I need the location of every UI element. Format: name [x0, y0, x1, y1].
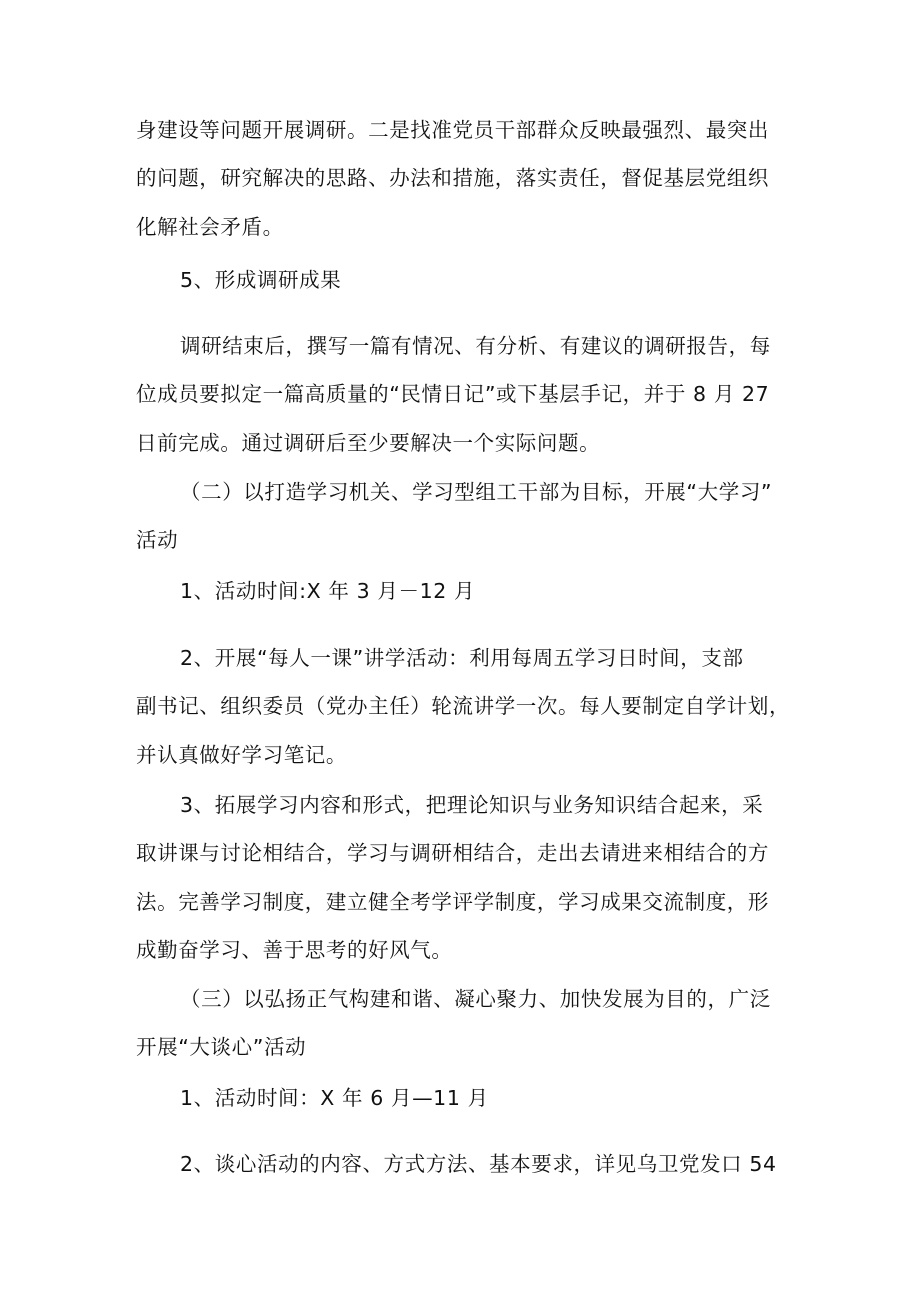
subsection-heading: （三）以弘扬正气构建和谐、凝心聚力、加快发展为目的，广泛	[180, 987, 771, 1011]
paragraph-line: 身建设等问题开展调研。二是找准党员干部群众反映最强烈、最突出	[136, 118, 769, 142]
list-item: 3、拓展学习内容和形式，把理论知识与业务知识结合起来，采	[180, 793, 764, 817]
paragraph-line: 取讲课与讨论相结合，学习与调研相结合，走出去请进来相结合的方	[136, 841, 769, 865]
paragraph-line: 位成员要拟定一篇高质量的“民情日记”或下基层手记，并于 8 月 27	[136, 382, 770, 406]
paragraph-line: 副书记、组织委员（党办主任）轮流讲学一次。每人要制定自学计划，	[136, 694, 791, 718]
paragraph-line: 化解社会矛盾。	[136, 215, 284, 239]
subsection-heading: （二）以打造学习机关、学习型组工干部为目标，开展“大学习”	[180, 480, 773, 504]
paragraph-line: 成勤奋学习、善于思考的好风气。	[136, 938, 453, 962]
paragraph-line: 的问题，研究解决的思路、办法和措施，落实责任，督促基层党组织	[136, 166, 769, 190]
subsection-heading-cont: 开展“大谈心”活动	[136, 1035, 307, 1059]
list-item: 2、谈心活动的内容、方式方法、基本要求，详见乌卫党发口 54	[180, 1152, 777, 1176]
paragraph-line: 法。完善学习制度，建立健全考学评学制度，学习成果交流制度，形	[136, 890, 769, 914]
paragraph-line: 调研结束后，撰写一篇有情况、有分析、有建议的调研报告，每	[180, 334, 771, 358]
list-item: 1、活动时间：X 年 6 月—11 月	[180, 1086, 489, 1110]
list-item: 2、开展“每人一课”讲学活动：利用每周五学习日时间，支部	[180, 646, 744, 670]
list-item: 1、活动时间:X 年 3 月－12 月	[180, 579, 476, 603]
paragraph-line: 日前完成。通过调研后至少要解决一个实际问题。	[136, 431, 601, 455]
subsection-heading-cont: 活动	[136, 528, 179, 552]
section-heading: 5、形成调研成果	[180, 268, 342, 292]
paragraph-line: 并认真做好学习笔记。	[136, 743, 347, 767]
